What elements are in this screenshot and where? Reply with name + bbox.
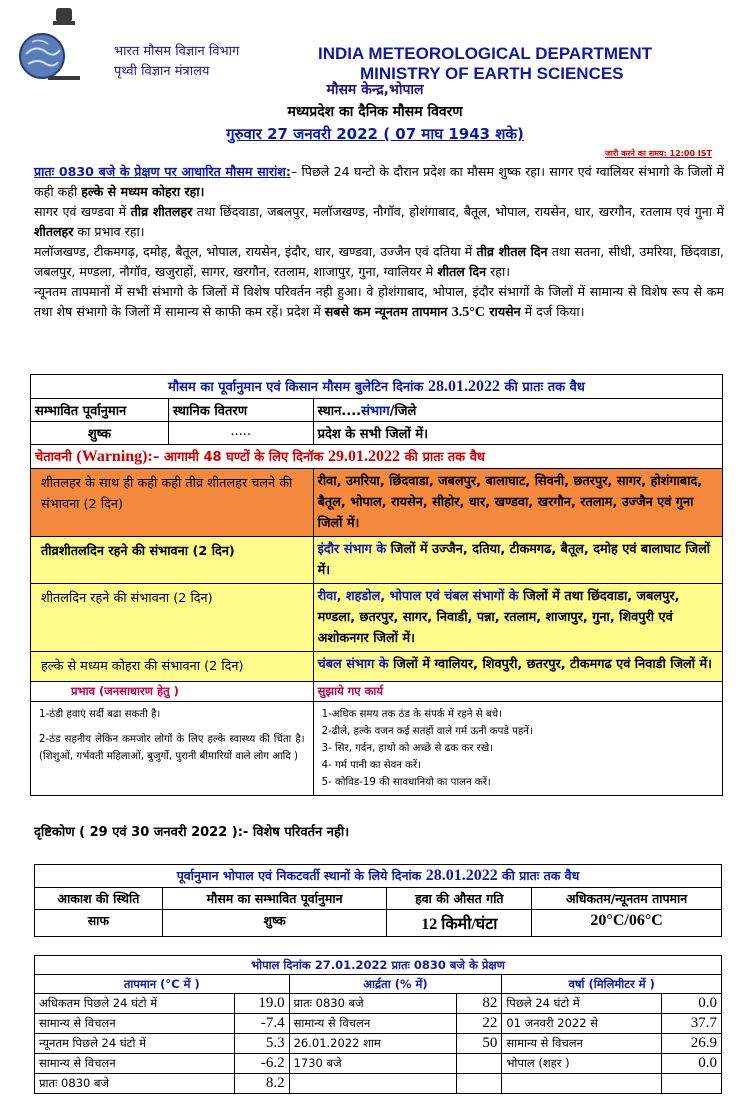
temp-label: सामान्य से विचलन [35,1054,235,1074]
summary-text: में दर्ज किया। [520,304,585,319]
wind-speed-value: 12 किमी/घंटा [387,910,532,937]
humidity-value: 50 [457,1034,502,1054]
impact-heading: प्रभाव (जनसाधारण हेतु ) [31,682,314,702]
forecast-distribution: ..... [168,422,313,445]
rain-label: भोपाल (शहर ) [502,1054,662,1074]
warning-cold-day-label: शीतलदिन रहने की संभावना (2 दिन) [31,584,314,652]
summary-bold: रायसेन [485,304,521,319]
temp-value: 19.0 [234,994,289,1014]
humidity-heading: आर्द्रता (% में) [289,975,502,994]
action-heading: सुझाये गए कार्य [313,682,722,702]
impact-item: 2-ठंड सहनीय लेकिन कमजोर लोगों के लिए हल्के स्वास्थ्य की चिंता है। (शिशुओं, गर्भवती महिलाओं, बुजुर्गो, पुरानी बीमारियों वाले लोग आदि ) [39,734,305,762]
table-row [35,994,722,1014]
summary-lead: प्रातः 0830 बजे के प्रेक्षण पर आधारित मौसम सारांश: [34,164,291,179]
table-row [35,1034,722,1054]
table-row [35,1054,722,1074]
summary-bold: तीव्र शीतलहर [130,204,193,219]
summary-bold: सबसे कम न्यूनतम तापमान [324,304,452,319]
col-expected-forecast: सम्भावित पूर्वानुमान [31,399,169,422]
issue-time: जारी करने का समय: 12:00 IST [604,149,712,158]
forecast-table [30,374,723,796]
summary-text: – पिछले 24 घन्टो के दौरान प्रदेश का मौसम शुष्क रहा। सागर एवं ग्वालियर संभागो के जिलों में कही कही [34,164,724,199]
weather-summary [34,162,724,323]
rain-label: सामान्य से विचलन [502,1034,662,1054]
temp-value: 5.3 [234,1034,289,1054]
temperature-heading: तापमान (°C में ) [35,975,290,994]
warning-fog-districts: चंबल संभाग के जिलों में ग्वालियर, शिवपुरी, छतरपुर, टीकमगढ एवं निवाडी जिलों में। [313,652,722,682]
impact-item: 1-ठंडी हवाएं सर्दी बढा सकती है। [39,709,161,720]
report-header [0,0,750,160]
sky-condition-value: साफ [35,910,163,937]
max-min-temp-value: 20°C/06°C [532,910,722,937]
bhopal-forecast-table [34,864,722,937]
action-item: 3- सिर, गर्दन, हाथो को अच्छे से ढक कर रखे। [321,743,494,754]
humidity-label: 1730 बजे [289,1054,457,1074]
action-item: 1-अधिक समय तक ठंड के संपर्क में रहने से बचे। [321,709,503,720]
rain-label: पिछले 24 घंटो में [502,994,662,1014]
humidity-value: 22 [457,1014,502,1034]
rain-value: 0.0 [662,994,722,1014]
col-location: स्थान....संभाग/जिले [313,399,722,422]
warning-heading: चेतावनी (Warning):– आगामी 48 घण्टों के लिए दिनॉक 29.01.2022 की प्रातः तक वैध [31,445,723,469]
bhopal-observation-table [34,955,722,1094]
temp-label: न्यूनतम पिछले 24 घंटो में [35,1034,235,1054]
hindi-department-name: भारत मौसम विज्ञान विभाग पृथ्वी विज्ञान मंत्रालय [114,44,240,79]
warning-row-fog [31,652,723,682]
outlook-text: दृष्टिकोण ( 29 एवं 30 जनवरी 2022 ):- विशेष परिवर्तन नही। [34,825,350,840]
col-spatial-distribution: स्थानिक वितरण [168,399,313,422]
summary-bold: तीव्र शीतल दिन [476,244,548,259]
warning-cold-wave-label: शीतलहर के साथ ही कही कही तीव्र शीतलहर चलने की संभावना (2 दिन) [31,469,314,537]
warning-cold-day-districts: रीवा, शहडोल, भोपाल एवं चंबल संभागों के जिलों में तथा छिंदवाडा, जबलपुर, मण्डला, छतरपुर, सागर, निवाडी, पन्ना, रतलाम, शाजापुर, गुना, शिवपुरी एवं अशोकनगर जिलों में। [313,584,722,652]
summary-text: रहा। [486,264,511,279]
warning-row-cold-day [31,584,723,652]
report-date: गुरुवार 27 जनवरी 2022 ( 07 माघ 1943 शके) [226,125,524,143]
summary-text: सागर एवं खण्डवा में [34,204,131,219]
emblem-seal-icon [18,6,110,90]
summary-bold: शीतलहर [34,224,74,239]
table-row [35,1014,722,1034]
action-item: 2-ढीले, हल्के वजन कई सतहों वाले गर्म ऊनी कपडे पहनें। [321,726,533,737]
summary-bold: शीतल दिन [437,264,487,279]
english-department-name: INDIA METEOROLOGICAL DEPARTMENT MINISTRY OF EARTH SCIENCES [318,44,653,83]
rain-value: 26.9 [662,1034,722,1054]
col-expected-weather: मौसम का सम्भावित पूर्वानुमान [162,888,387,910]
observation-heading: भोपाल दिनांक 27.01.2022 प्रातः 0830 बजे के प्रेक्षण [35,956,722,975]
rain-value [662,1074,722,1094]
action-item: 4- गर्म पानी का सेवन करें। [321,760,422,771]
humidity-label: सामान्य से विचलन [289,1014,457,1034]
bhopal-forecast-heading: पूर्वानुमान भोपाल एवं निकटवर्ती स्थानों के लिये दिनांक 28.01.2022 की प्रातः तक वैध [35,865,722,888]
rain-label [502,1074,662,1094]
summary-text: मलॉजखण्ड, टीकमगढ़, दमोह, बैतूल, भोपाल, रायसेन, इंदौर, धार, खण्डवा, उज्जैन एवं दतिया में [34,244,477,259]
summary-text: न्यूनतम तापमानों में सभी संभागो के जिलों में विशेष परिवर्तन नही हुआ। वे होशंगाबाद, भोपाल, इंदौर संभागों के जिलों में सामान्य से विशेष रूप से कम तथा शेष संभागो के जिलों में सामान्य से काफी कम रहें। प्रदेश में [34,284,724,319]
humidity-label [289,1074,457,1094]
table-row [35,1074,722,1094]
action-item: 5- कोविड-19 की सावधानियो का पालन करें। [321,777,491,788]
min-temp-value: 3.5°C [451,305,486,320]
col-max-min-temp: अधिकतम/न्यूनतम तापमान [532,888,722,910]
warning-cold-wave-districts: रीवा, उमरिया, छिंदवाडा, जबलपुर, बालाघाट, सिवनी, छतरपुर, सागर, होशंगाबाद, बैतूल, भोपाल, रायसेन, सीहोर, धार, खण्डवा, खरगौन, रतलाम, उज्जैन एवं गुना जिलों में। [313,469,722,537]
summary-text: तथा छिंदवाडा, जबलपुर, मलॉजखण्ड, नौगॉव, होशंगाबाद, बैतूल, भोपाल, रायसेन, धार, खरगौन, रतलाम एवं गुना में [192,204,725,219]
rain-value: 37.7 [662,1014,722,1034]
center-name: मौसम केन्द्र,भोपाल [326,82,424,98]
warning-fog-label: हल्के से मध्यम कोहरा की संभावना (2 दिन) [31,652,314,682]
temp-label: प्रातः 0830 बजे [35,1074,235,1094]
humidity-value [457,1054,502,1074]
temp-label: अधिकतम पिछले 24 घंटो में [35,994,235,1014]
warning-severe-cold-day-districts: इंदौर संभाग के जिलों में उज्जैन, दतिया, टीकमगढ, बैतूल, दमोह एवं बालाघाट जिलों में। [313,537,722,584]
temp-value: -6.2 [234,1054,289,1074]
temp-label: सामान्य से विचलन [35,1014,235,1034]
warning-row-severe-cold-day [31,537,723,584]
humidity-label: प्रातः 0830 बजे [289,994,457,1014]
temp-value: 8.2 [234,1074,289,1094]
summary-text: तथा सतना, सीधी, उमरिया, छिंदवाडा, जबलपुर, मण्डला, नौगॉव, खजुराहों, सागर, खरगौन, रतलाम, शाजापुर, गुना, ग्वालियर मे [34,244,725,279]
impact-list [31,702,314,796]
humidity-value: 82 [457,994,502,1014]
forecast-heading: मौसम का पूर्वानुमान एवं किसान मौसम बुलेटिन दिनांक 28.01.2022 की प्रातः तक वैध [31,375,723,399]
warning-severe-cold-day-label: तीव्रशीतलदिन रहने की संभावना (2 दिन) [31,537,314,584]
expected-weather-value: शुष्क [162,910,387,937]
summary-bold: हल्के से मध्यम कोहरा रहा। [81,184,205,199]
rain-value: 0.0 [662,1054,722,1074]
rainfall-heading: वर्षा (मिलिमीटर में ) [502,975,722,994]
action-list [313,702,722,796]
forecast-location: प्रदेश के सभी जिलों में। [313,422,722,445]
rain-label: 01 जनवरी 2022 से [502,1014,662,1034]
summary-text: का प्रभाव रहा। [73,224,145,239]
humidity-value [457,1074,502,1094]
warning-row-cold-wave [31,469,723,537]
forecast-value-dry: शुष्क [31,422,169,445]
col-wind-speed: हवा की औसत गति [387,888,532,910]
humidity-label: 26.01.2022 शाम [289,1034,457,1054]
report-title: मध्यप्रदेश का दैनिक मौसम विवरण [287,104,463,120]
col-sky-condition: आकाश की स्थिति [35,888,163,910]
temp-value: -7.4 [234,1014,289,1034]
